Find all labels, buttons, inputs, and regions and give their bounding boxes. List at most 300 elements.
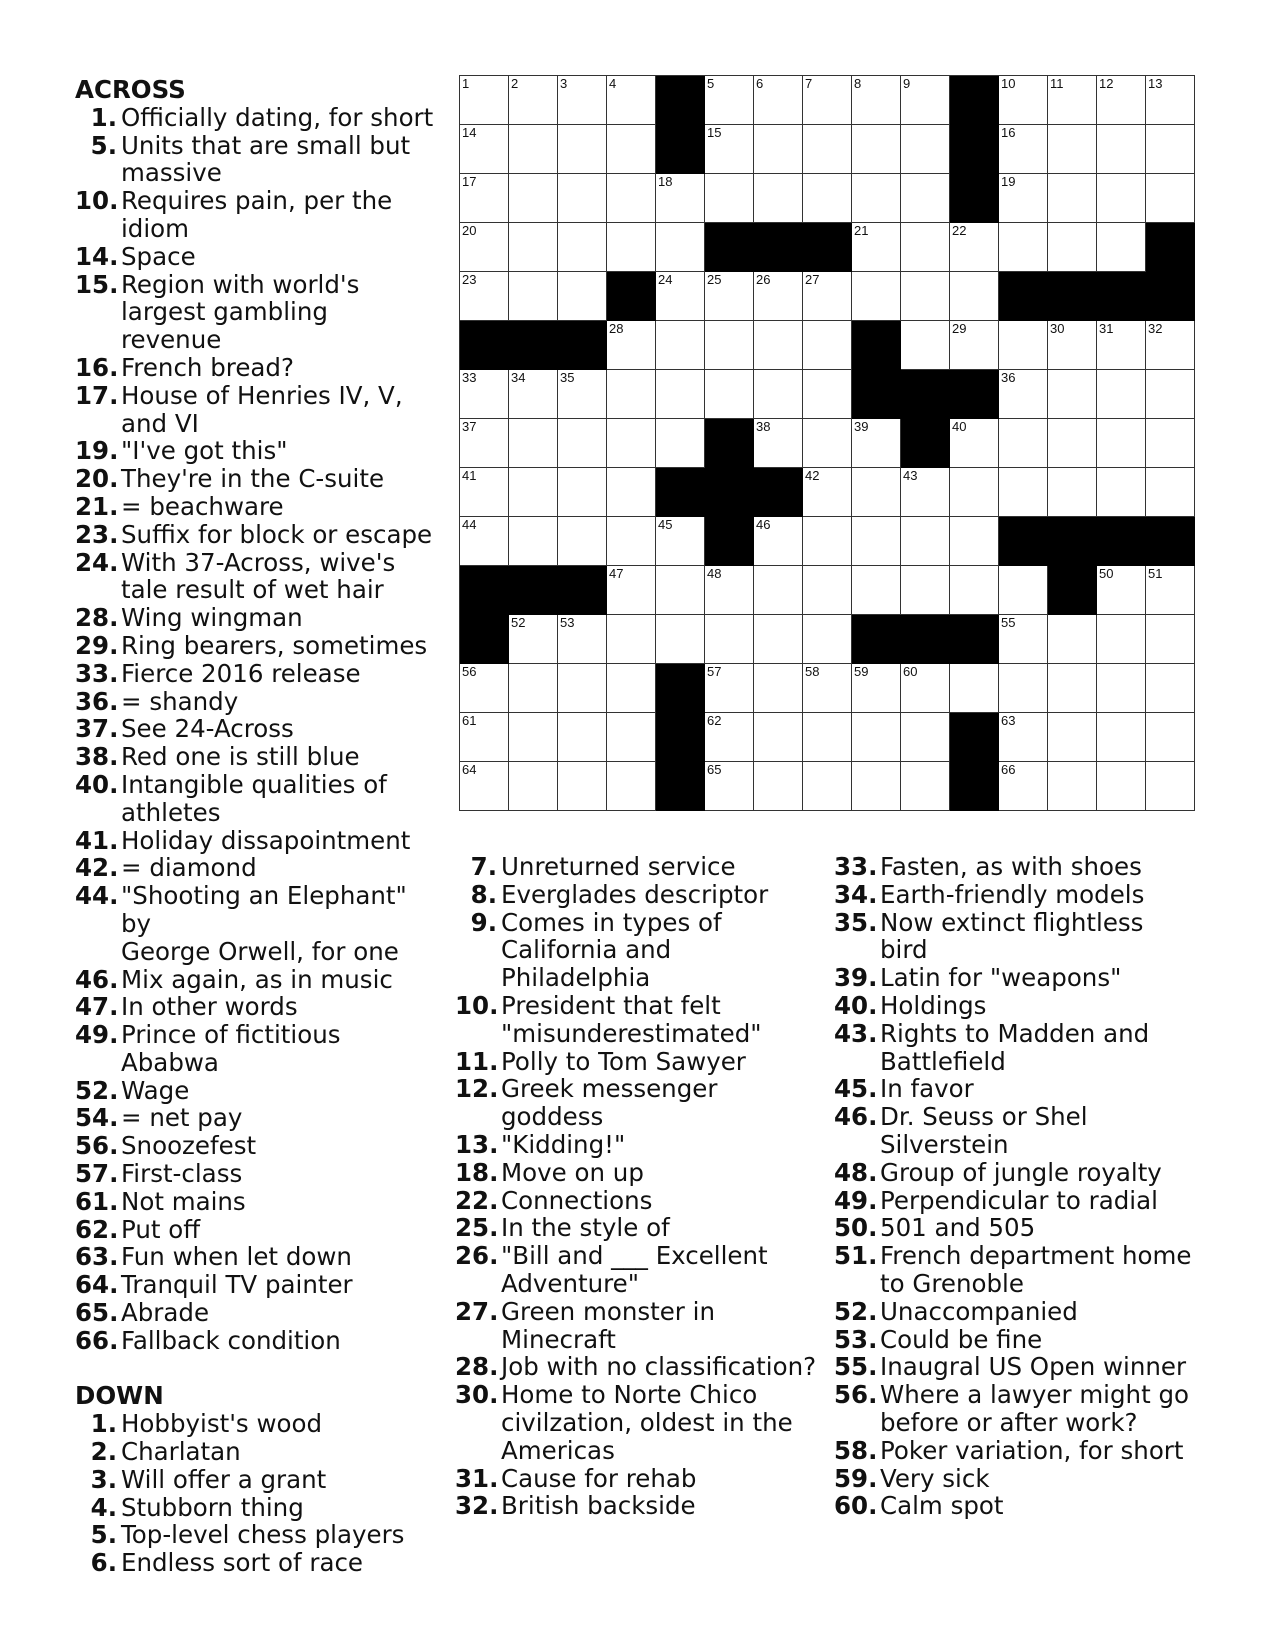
grid-cell[interactable] (607, 419, 656, 468)
clue-number: 1. (90, 1409, 117, 1439)
grid-cell[interactable] (656, 615, 705, 664)
grid-cell[interactable] (1048, 76, 1097, 125)
grid-cell[interactable] (852, 713, 901, 762)
grid-cell[interactable] (1146, 664, 1195, 713)
grid-cell[interactable] (999, 223, 1048, 272)
grid-cell[interactable] (950, 321, 999, 370)
grid-cell[interactable] (607, 76, 656, 125)
clue-text-line: "misunderestimated" (501, 1018, 762, 1048)
grid-cell[interactable] (656, 321, 705, 370)
grid-cell[interactable] (901, 272, 950, 321)
grid-cell[interactable] (901, 223, 950, 272)
grid-cell[interactable] (1146, 468, 1195, 517)
grid-cell[interactable] (1048, 762, 1097, 811)
cell-number: 47 (609, 566, 624, 581)
grid-cell[interactable] (1048, 664, 1097, 713)
clue-text-line: athletes (121, 797, 221, 827)
grid-cell[interactable] (705, 713, 754, 762)
clue-text-line: Green monster in (501, 1296, 716, 1326)
grid-block (901, 419, 950, 468)
grid-cell[interactable] (1146, 762, 1195, 811)
grid-cell[interactable] (1048, 468, 1097, 517)
grid-cell[interactable] (901, 762, 950, 811)
grid-cell[interactable] (705, 664, 754, 713)
grid-cell[interactable] (656, 272, 705, 321)
grid-cell[interactable] (558, 370, 607, 419)
clue-number: 1. (90, 102, 117, 132)
clue-text-line: Earth-friendly models (880, 879, 1145, 909)
grid-cell[interactable] (999, 174, 1048, 223)
down-clue (834, 881, 1204, 909)
grid-cell[interactable] (803, 468, 852, 517)
grid-cell[interactable] (607, 174, 656, 223)
grid-cell[interactable] (1146, 321, 1195, 370)
grid-cell[interactable] (656, 517, 705, 566)
grid-cell[interactable] (607, 566, 656, 615)
grid-cell[interactable] (754, 713, 803, 762)
grid-cell[interactable] (999, 664, 1048, 713)
clue-text-line: Americas (501, 1435, 615, 1465)
grid-cell[interactable] (1048, 321, 1097, 370)
grid-cell[interactable] (999, 468, 1048, 517)
grid-cell[interactable] (558, 713, 607, 762)
grid-cell[interactable] (558, 419, 607, 468)
grid-cell[interactable] (901, 664, 950, 713)
clue-column-3 (834, 853, 1204, 1520)
clue-number: 25. (455, 1213, 499, 1243)
grid-cell[interactable] (950, 566, 999, 615)
grid-block (460, 321, 509, 370)
clue-number: 4. (90, 1492, 117, 1522)
grid-cell[interactable] (999, 419, 1048, 468)
grid-cell[interactable] (1097, 713, 1146, 762)
grid-cell[interactable] (705, 272, 754, 321)
cell-number: 15 (707, 125, 722, 140)
grid-cell[interactable] (558, 125, 607, 174)
clue-number: 33. (834, 852, 878, 881)
grid-cell[interactable] (803, 125, 852, 174)
down-clue (455, 881, 825, 909)
grid-cell[interactable] (803, 762, 852, 811)
grid-cell[interactable] (509, 762, 558, 811)
grid-cell[interactable] (999, 762, 1048, 811)
grid-cell[interactable] (1097, 419, 1146, 468)
grid-cell[interactable] (901, 174, 950, 223)
grid-cell[interactable] (460, 174, 509, 223)
clue-number: 26. (455, 1241, 499, 1271)
grid-cell[interactable] (1097, 125, 1146, 174)
grid-cell[interactable] (509, 517, 558, 566)
clue-text-line: Ring bearers, sometimes (121, 630, 428, 660)
grid-cell[interactable] (558, 174, 607, 223)
grid-cell[interactable] (999, 76, 1048, 125)
grid-block (950, 762, 999, 811)
grid-cell[interactable] (558, 468, 607, 517)
grid-cell[interactable] (705, 370, 754, 419)
grid-cell[interactable] (1097, 664, 1146, 713)
grid-cell[interactable] (509, 615, 558, 664)
grid-cell[interactable] (558, 762, 607, 811)
grid-cell[interactable] (852, 272, 901, 321)
cell-number: 66 (1001, 762, 1016, 777)
grid-cell[interactable] (852, 125, 901, 174)
cell-number: 28 (609, 321, 624, 336)
clue-number: 66. (75, 1325, 119, 1355)
grid-cell[interactable] (901, 517, 950, 566)
down-clue (75, 1438, 435, 1466)
grid-cell[interactable] (901, 468, 950, 517)
grid-cell[interactable] (901, 566, 950, 615)
grid-cell[interactable] (754, 664, 803, 713)
grid-cell[interactable] (852, 566, 901, 615)
clue-text-line: Abrade (121, 1298, 210, 1328)
grid-cell[interactable] (1146, 125, 1195, 174)
grid-cell[interactable] (754, 125, 803, 174)
grid-cell[interactable] (509, 713, 558, 762)
grid-cell[interactable] (803, 713, 852, 762)
grid-cell[interactable] (1146, 713, 1195, 762)
across-clue (75, 688, 435, 716)
grid-cell[interactable] (852, 419, 901, 468)
cell-number: 5 (707, 76, 715, 91)
grid-cell[interactable] (607, 664, 656, 713)
grid-cell[interactable] (558, 223, 607, 272)
down-heading: DOWN (75, 1381, 164, 1411)
cell-number: 8 (854, 76, 862, 91)
cell-number: 31 (1099, 321, 1114, 336)
across-clue (75, 493, 435, 521)
clue-number: 31. (455, 1463, 499, 1493)
down-clue (834, 1381, 1204, 1437)
grid-cell[interactable] (1097, 370, 1146, 419)
cell-number: 41 (462, 468, 477, 483)
grid-cell[interactable] (460, 125, 509, 174)
grid-block (950, 125, 999, 174)
grid-cell[interactable] (803, 76, 852, 125)
clue-text-line: Will offer a grant (121, 1464, 327, 1494)
grid-cell[interactable] (950, 468, 999, 517)
grid-cell[interactable] (803, 419, 852, 468)
grid-cell[interactable] (754, 517, 803, 566)
clue-number: 36. (75, 686, 119, 716)
down-clue (455, 1381, 825, 1464)
grid-cell[interactable] (1097, 762, 1146, 811)
grid-block (656, 664, 705, 713)
grid-cell[interactable] (852, 223, 901, 272)
grid-cell[interactable] (1097, 223, 1146, 272)
down-clue (834, 1465, 1204, 1493)
cell-number: 4 (609, 76, 617, 91)
grid-cell[interactable] (607, 468, 656, 517)
clue-number: 44. (75, 881, 119, 911)
grid-cell[interactable] (1097, 76, 1146, 125)
clue-text-line: civilzation, oldest in the (501, 1407, 793, 1437)
grid-cell[interactable] (1097, 321, 1146, 370)
grid-cell[interactable] (656, 370, 705, 419)
down-clue (834, 1075, 1204, 1103)
cell-number: 42 (805, 468, 820, 483)
down-clue (834, 1242, 1204, 1298)
clue-text-line: House of Henries IV, V, (121, 380, 403, 410)
down-clue (75, 1549, 435, 1577)
grid-cell[interactable] (1048, 125, 1097, 174)
grid-cell[interactable] (460, 272, 509, 321)
cell-number: 33 (462, 370, 477, 385)
grid-cell[interactable] (852, 76, 901, 125)
grid-cell[interactable] (852, 517, 901, 566)
across-clue (75, 1299, 435, 1327)
clue-text-line: Calm spot (880, 1491, 1004, 1521)
grid-cell[interactable] (460, 76, 509, 125)
grid-cell[interactable] (754, 321, 803, 370)
clue-number: 42. (75, 853, 119, 883)
across-clue (75, 132, 435, 188)
grid-cell[interactable] (558, 76, 607, 125)
grid-cell[interactable] (803, 370, 852, 419)
clue-text-line: "Kidding!" (501, 1129, 626, 1159)
grid-cell[interactable] (852, 174, 901, 223)
grid-cell[interactable] (460, 517, 509, 566)
grid-cell[interactable] (607, 223, 656, 272)
grid-cell[interactable] (1146, 174, 1195, 223)
grid-cell[interactable] (754, 762, 803, 811)
grid-cell[interactable] (509, 223, 558, 272)
grid-block (656, 468, 705, 517)
grid-cell[interactable] (950, 223, 999, 272)
across-clue (75, 604, 435, 632)
grid-block (901, 615, 950, 664)
grid-cell[interactable] (754, 76, 803, 125)
across-clue (75, 243, 435, 271)
clue-text-line: Everglades descriptor (501, 879, 769, 909)
cell-number: 3 (560, 76, 568, 91)
grid-cell[interactable] (999, 125, 1048, 174)
grid-cell[interactable] (607, 713, 656, 762)
grid-cell[interactable] (509, 370, 558, 419)
grid-cell[interactable] (705, 615, 754, 664)
grid-cell[interactable] (509, 468, 558, 517)
grid-cell[interactable] (852, 762, 901, 811)
clue-text-line: Could be fine (880, 1324, 1043, 1354)
grid-cell[interactable] (803, 517, 852, 566)
clue-number: 28. (455, 1352, 499, 1382)
clue-number: 61. (75, 1186, 119, 1216)
grid-block (950, 713, 999, 762)
grid-cell[interactable] (754, 566, 803, 615)
grid-cell[interactable] (1097, 615, 1146, 664)
grid-cell[interactable] (999, 615, 1048, 664)
grid-cell[interactable] (852, 664, 901, 713)
grid-cell[interactable] (950, 419, 999, 468)
grid-cell[interactable] (1048, 370, 1097, 419)
grid-block (901, 370, 950, 419)
clue-text-line: British backside (501, 1491, 696, 1521)
grid-cell[interactable] (1048, 713, 1097, 762)
grid-cell[interactable] (999, 321, 1048, 370)
grid-cell[interactable] (558, 664, 607, 713)
grid-block (1097, 517, 1146, 566)
clue-text-line: = net pay (121, 1103, 243, 1133)
grid-cell[interactable] (1097, 174, 1146, 223)
grid-block (950, 76, 999, 125)
cell-number: 17 (462, 174, 477, 189)
grid-block (656, 76, 705, 125)
grid-cell[interactable] (460, 664, 509, 713)
grid-cell[interactable] (901, 76, 950, 125)
grid-cell[interactable] (803, 615, 852, 664)
grid-cell[interactable] (509, 174, 558, 223)
clue-column-2 (455, 853, 825, 1520)
grid-cell[interactable] (656, 174, 705, 223)
grid-cell[interactable] (607, 517, 656, 566)
grid-cell[interactable] (509, 272, 558, 321)
clue-text-line: massive (121, 158, 222, 188)
grid-cell[interactable] (950, 272, 999, 321)
across-clue (75, 743, 435, 771)
clue-number: 17. (75, 380, 119, 410)
grid-cell[interactable] (509, 419, 558, 468)
across-clue (75, 715, 435, 743)
grid-block (1146, 272, 1195, 321)
down-clue (455, 853, 825, 881)
grid-cell[interactable] (999, 566, 1048, 615)
grid-cell[interactable] (754, 272, 803, 321)
grid-cell[interactable] (607, 762, 656, 811)
grid-cell[interactable] (1146, 370, 1195, 419)
clue-number: 22. (455, 1185, 499, 1215)
grid-cell[interactable] (1146, 76, 1195, 125)
grid-cell[interactable] (901, 125, 950, 174)
across-clue (75, 549, 435, 605)
cell-number: 43 (903, 468, 918, 483)
grid-cell[interactable] (607, 125, 656, 174)
grid-block (999, 272, 1048, 321)
down-clue (834, 1326, 1204, 1354)
clue-number: 35. (834, 907, 878, 937)
grid-cell[interactable] (607, 615, 656, 664)
grid-cell[interactable] (1048, 419, 1097, 468)
clue-number: 52. (834, 1296, 878, 1326)
cell-number: 52 (511, 615, 526, 630)
clue-number: 58. (834, 1435, 878, 1465)
grid-cell[interactable] (950, 664, 999, 713)
across-clue (75, 271, 435, 354)
grid-cell[interactable] (1097, 566, 1146, 615)
grid-cell[interactable] (509, 125, 558, 174)
grid-cell[interactable] (901, 321, 950, 370)
grid-cell[interactable] (803, 664, 852, 713)
grid-cell[interactable] (460, 713, 509, 762)
grid-cell[interactable] (509, 664, 558, 713)
clue-text-line: Group of jungle royalty (880, 1157, 1162, 1187)
cell-number: 40 (952, 419, 967, 434)
grid-cell[interactable] (1097, 468, 1146, 517)
clue-number: 34. (834, 879, 878, 909)
grid-cell[interactable] (558, 517, 607, 566)
down-clue (455, 1465, 825, 1493)
grid-cell[interactable] (460, 419, 509, 468)
grid-cell[interactable] (656, 223, 705, 272)
grid-block (852, 615, 901, 664)
grid-cell[interactable] (754, 615, 803, 664)
grid-cell[interactable] (656, 419, 705, 468)
clue-text-line: Hobbyist's wood (121, 1409, 323, 1439)
clue-text-line: Holiday dissapointment (121, 825, 411, 855)
grid-block (1097, 272, 1146, 321)
grid-cell[interactable] (460, 223, 509, 272)
grid-cell[interactable] (754, 370, 803, 419)
down-clue (455, 1214, 825, 1242)
grid-cell[interactable] (999, 713, 1048, 762)
clue-number: 12. (455, 1074, 499, 1104)
grid-cell[interactable] (607, 321, 656, 370)
grid-cell[interactable] (705, 321, 754, 370)
grid-cell[interactable] (754, 174, 803, 223)
clue-text-line: "I've got this" (121, 436, 288, 466)
cell-number: 26 (756, 272, 771, 287)
grid-cell[interactable] (656, 566, 705, 615)
grid-cell[interactable] (1146, 566, 1195, 615)
grid-cell[interactable] (1048, 174, 1097, 223)
cell-number: 46 (756, 517, 771, 532)
grid-cell[interactable] (705, 125, 754, 174)
grid-cell[interactable] (558, 615, 607, 664)
down-clue (75, 1410, 435, 1438)
down-clue (834, 909, 1204, 965)
clue-text-line: Move on up (501, 1157, 644, 1187)
grid-cell[interactable] (705, 76, 754, 125)
grid-cell[interactable] (460, 468, 509, 517)
grid-cell[interactable] (950, 517, 999, 566)
crossword-grid (459, 75, 1195, 811)
cell-number: 36 (1001, 370, 1016, 385)
grid-cell[interactable] (705, 566, 754, 615)
grid-cell[interactable] (460, 762, 509, 811)
across-clue (75, 1188, 435, 1216)
clue-number: 51. (834, 1241, 878, 1271)
grid-block (852, 321, 901, 370)
cell-number: 65 (707, 762, 722, 777)
grid-cell[interactable] (901, 713, 950, 762)
grid-cell[interactable] (803, 272, 852, 321)
grid-cell[interactable] (509, 76, 558, 125)
grid-cell[interactable] (999, 370, 1048, 419)
grid-cell[interactable] (803, 174, 852, 223)
grid-cell[interactable] (1048, 223, 1097, 272)
down-clue (455, 1242, 825, 1298)
grid-cell[interactable] (705, 174, 754, 223)
grid-cell[interactable] (803, 321, 852, 370)
across-clue (75, 1104, 435, 1132)
grid-cell[interactable] (1048, 615, 1097, 664)
grid-cell[interactable] (705, 762, 754, 811)
grid-cell[interactable] (1146, 615, 1195, 664)
cell-number: 60 (903, 664, 918, 679)
grid-cell[interactable] (754, 419, 803, 468)
across-clue (75, 632, 435, 660)
clue-text-line: Wing wingman (121, 603, 303, 633)
grid-cell[interactable] (803, 566, 852, 615)
clue-number: 14. (75, 241, 119, 271)
across-clue (75, 1271, 435, 1299)
grid-cell[interactable] (607, 370, 656, 419)
grid-cell[interactable] (460, 370, 509, 419)
grid-cell[interactable] (1146, 419, 1195, 468)
cell-number: 16 (1001, 125, 1016, 140)
grid-cell[interactable] (852, 468, 901, 517)
clue-number: 59. (834, 1463, 878, 1493)
grid-cell[interactable] (558, 272, 607, 321)
